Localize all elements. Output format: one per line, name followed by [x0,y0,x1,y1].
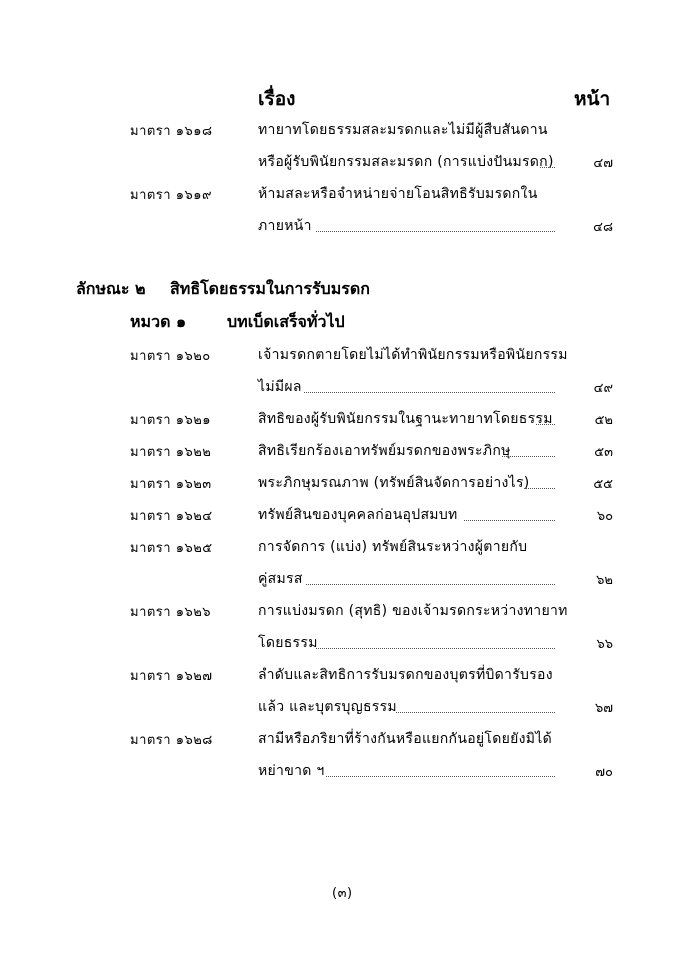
entry-title-line-1: เจ้ามรดกตายโดยไม่ได้ทำพินัยกรรมหรือพินัยกรรม [258,347,568,363]
chapter-title: บทเบ็ดเสร็จทั่วไป [227,312,345,331]
section-number: มาตรา ๑๖๒๗ [130,669,213,684]
entry-title-line-2: ภายหน้า [258,218,312,234]
dot-leader [524,488,555,489]
column-header-page: หน้า [574,88,611,110]
dot-leader [396,712,555,713]
entry-title-line-1: สามีหรือภริยาที่ร้างกันหรือแยกกันอยู่โดยยังมิได้ [258,731,553,747]
entry-title-line-1: ทรัพย์สินของบุคคลก่อนอุปสมบท [258,507,458,523]
page-number: ๕๓ [594,445,613,460]
page-number: ๗๐ [595,765,613,780]
dot-leader [306,584,555,585]
dot-leader [540,167,555,168]
entry-title-line-1: ห้ามสละหรือจำหน่ายจ่ายโอนสิทธิรับมรดกใน [258,186,538,202]
part-title: สิทธิโดยธรรมในการรับมรดก [170,279,370,298]
entry-title-line-2: หรือผู้รับพินัยกรรมสละมรดก (การแบ่งปันมรดก) [258,154,554,170]
section-number: มาตรา ๑๖๒๓ [130,477,212,492]
section-number: มาตรา ๑๖๒๕ [130,541,213,556]
page-number: ๔๙ [593,381,613,396]
page-number: ๕๒ [594,413,613,428]
entry-title-line-1: การจัดการ (แบ่ง) ทรัพย์สินระหว่างผู้ตายกับ [258,539,528,555]
entry-title-line-1: ลำดับและสิทธิการรับมรดกของบุตรที่บิดารับรอง [258,667,553,683]
section-number: มาตรา ๑๖๑๘ [130,124,213,139]
dot-leader [316,231,555,232]
entry-title-line-1: สิทธิของผู้รับพินัยกรรมในฐานะทายาทโดยธรรม [258,411,553,427]
page-number: ๖๖ [596,637,613,652]
entry-title-line-1: สิทธิเรียกร้องเอาทรัพย์มรดกของพระภิกษุ [258,443,511,459]
page-number: ๕๕ [593,477,613,492]
entry-title-line-2: หย่าขาด ฯ [258,763,325,779]
page-number: ๖๐ [596,509,613,524]
section-number: มาตรา ๑๖๒๘ [130,733,213,748]
section-number: มาตรา ๑๖๒๒ [130,445,212,460]
entry-title-line-1: พระภิกษุมรณภาพ (ทรัพย์สินจัดการอย่างไร) [258,475,530,491]
page-number: ๔๘ [593,220,613,235]
page-number: ๖๗ [594,701,613,716]
section-number: มาตรา ๑๖๑๙ [130,188,213,203]
section-number: มาตรา ๑๖๒๔ [130,509,213,524]
entry-title-line-1: การแบ่งมรดก (สุทธิ) ของเจ้ามรดกระหว่างทายาท [258,603,568,619]
page-number: ๔๗ [593,156,613,171]
dot-leader [502,456,555,457]
footer-page-number: (๓) [332,886,353,901]
entry-title-line-1: ทายาทโดยธรรมสละมรดกและไม่มีผู้สืบสันดาน [258,122,548,138]
entry-title-line-2: โดยธรรม [258,635,318,651]
part-label: ลักษณะ ๒ [76,279,146,298]
entry-title-line-2: ไม่มีผล [258,379,302,395]
entry-title-line-2: คู่สมรส [258,571,303,587]
column-header-subject: เรื่อง [258,88,296,110]
section-number: มาตรา ๑๖๒๐ [130,349,211,364]
chapter-label: หมวด ๑ [130,312,187,331]
dot-leader [316,648,555,649]
entry-title-line-2: แล้ว และบุตรบุญธรรม [258,699,397,715]
page-number: ๖๒ [596,573,613,588]
dot-leader [536,424,555,425]
section-number: มาตรา ๑๖๒๖ [130,605,212,620]
dot-leader [304,392,555,393]
dot-leader [326,776,555,777]
section-number: มาตรา ๑๖๒๑ [130,413,212,428]
dot-leader [464,520,555,521]
